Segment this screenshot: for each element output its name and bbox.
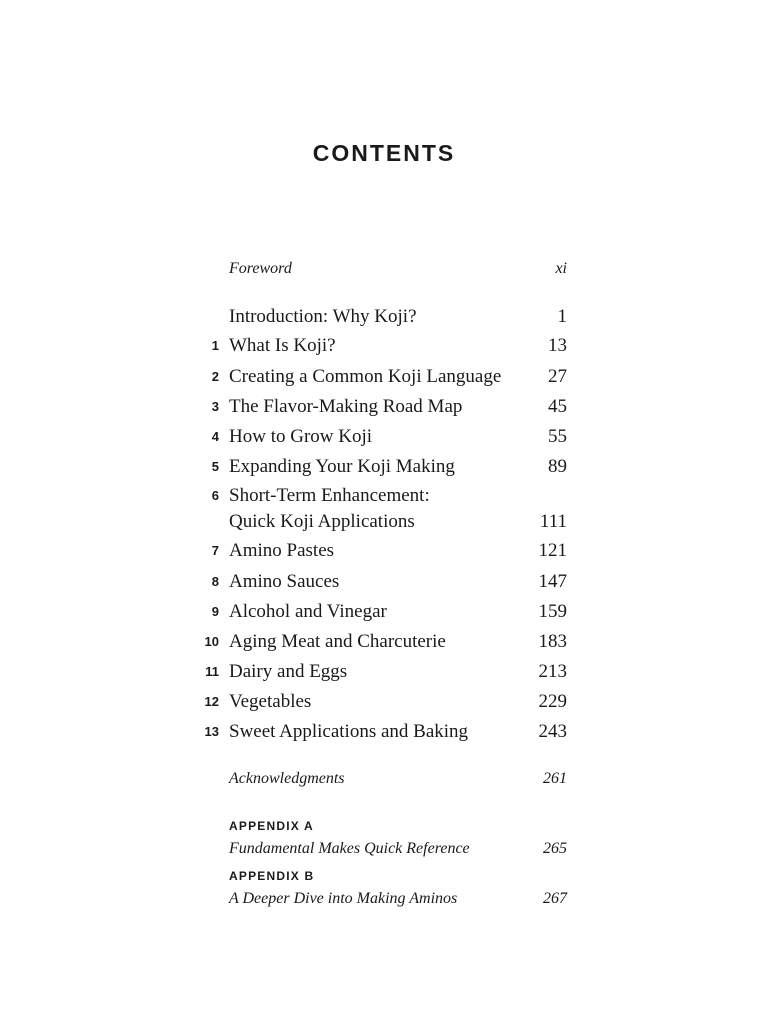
chapter-number: 7 bbox=[211, 543, 219, 558]
toc-entry-introduction[interactable] bbox=[0, 302, 768, 332]
entry-label: Expanding Your Koji Making bbox=[229, 456, 455, 477]
entry-page: 13 bbox=[548, 335, 567, 356]
toc-entry-chapter-13[interactable] bbox=[0, 717, 768, 747]
entry-label: Creating a Common Koji Language bbox=[229, 366, 502, 387]
entry-page: 267 bbox=[543, 890, 567, 907]
chapter-number: 1 bbox=[211, 338, 219, 353]
toc-entry-chapter-10[interactable] bbox=[0, 627, 768, 657]
chapter-number: 11 bbox=[205, 664, 219, 679]
toc-entry-chapter-5[interactable] bbox=[0, 452, 768, 482]
entry-page: 89 bbox=[548, 456, 567, 477]
entry-label: Amino Pastes bbox=[229, 540, 335, 561]
toc-entry-appendix-a[interactable] bbox=[0, 834, 768, 864]
entry-page: 111 bbox=[539, 511, 567, 532]
chapter-number: 10 bbox=[204, 634, 219, 649]
entry-label: Amino Sauces bbox=[229, 571, 340, 592]
toc-entry-chapter-8[interactable] bbox=[0, 567, 768, 597]
entry-label: Introduction: Why Koji? bbox=[229, 306, 417, 327]
entry-label: Vegetables bbox=[229, 691, 312, 712]
entry-label: Alcohol and Vinegar bbox=[229, 601, 387, 622]
entry-label bbox=[229, 483, 430, 535]
appendix-a-heading: APPENDIX A bbox=[229, 819, 314, 833]
entry-label-line-1: Short-Term Enhancement: bbox=[229, 485, 430, 506]
chapter-number: 5 bbox=[211, 459, 219, 474]
entry-label: Aging Meat and Charcuterie bbox=[229, 631, 446, 652]
entry-page: 27 bbox=[548, 366, 567, 387]
toc-entry-chapter-12[interactable] bbox=[0, 687, 768, 717]
entry-label: Dairy and Eggs bbox=[229, 661, 348, 682]
entry-page: xi bbox=[555, 260, 567, 277]
chapter-number: 4 bbox=[211, 429, 219, 444]
toc-entry-acknowledgments[interactable] bbox=[0, 764, 768, 794]
toc-entry-chapter-7[interactable] bbox=[0, 536, 768, 566]
toc-entry-chapter-6[interactable] bbox=[0, 481, 768, 537]
entry-label: Acknowledgments bbox=[229, 770, 345, 787]
toc-entry-chapter-2[interactable] bbox=[0, 362, 768, 392]
entry-page: 159 bbox=[538, 601, 567, 622]
toc-entry-chapter-11[interactable] bbox=[0, 657, 768, 687]
entry-page: 45 bbox=[548, 396, 567, 417]
entry-page: 261 bbox=[543, 770, 567, 787]
toc-entry-chapter-1[interactable] bbox=[0, 331, 768, 361]
chapter-number: 9 bbox=[211, 604, 219, 619]
entry-page: 1 bbox=[557, 306, 567, 327]
chapter-number: 2 bbox=[211, 369, 219, 384]
entry-label: What Is Koji? bbox=[229, 335, 336, 356]
entry-label: A Deeper Dive into Making Aminos bbox=[229, 890, 458, 907]
appendix-b-heading: APPENDIX B bbox=[229, 869, 315, 883]
entry-page: 265 bbox=[543, 840, 567, 857]
entry-page: 147 bbox=[538, 571, 567, 592]
entry-page: 121 bbox=[538, 540, 567, 561]
entry-label: How to Grow Koji bbox=[229, 426, 373, 447]
entry-label: The Flavor-Making Road Map bbox=[229, 396, 463, 417]
entry-page: 243 bbox=[538, 721, 567, 742]
chapter-number: 6 bbox=[211, 488, 219, 503]
entry-label: Foreword bbox=[229, 260, 292, 277]
chapter-number: 8 bbox=[211, 574, 219, 589]
entry-page: 55 bbox=[548, 426, 567, 447]
toc-entry-chapter-3[interactable] bbox=[0, 392, 768, 422]
chapter-number: 12 bbox=[204, 694, 219, 709]
toc-entry-chapter-9[interactable] bbox=[0, 597, 768, 627]
chapter-number: 13 bbox=[204, 724, 219, 739]
toc-entry-foreword[interactable] bbox=[0, 254, 768, 284]
entry-label-line-2: Quick Koji Applications bbox=[229, 511, 415, 532]
entry-page: 229 bbox=[538, 691, 567, 712]
toc-entry-appendix-b[interactable] bbox=[0, 884, 768, 914]
chapter-number: 3 bbox=[211, 399, 219, 414]
page-title: CONTENTS bbox=[312, 140, 456, 166]
entry-page: 213 bbox=[538, 661, 567, 682]
entry-label: Sweet Applications and Baking bbox=[229, 721, 469, 742]
entry-page: 183 bbox=[538, 631, 567, 652]
entry-label: Fundamental Makes Quick Reference bbox=[229, 840, 470, 857]
toc-entry-chapter-4[interactable] bbox=[0, 422, 768, 452]
